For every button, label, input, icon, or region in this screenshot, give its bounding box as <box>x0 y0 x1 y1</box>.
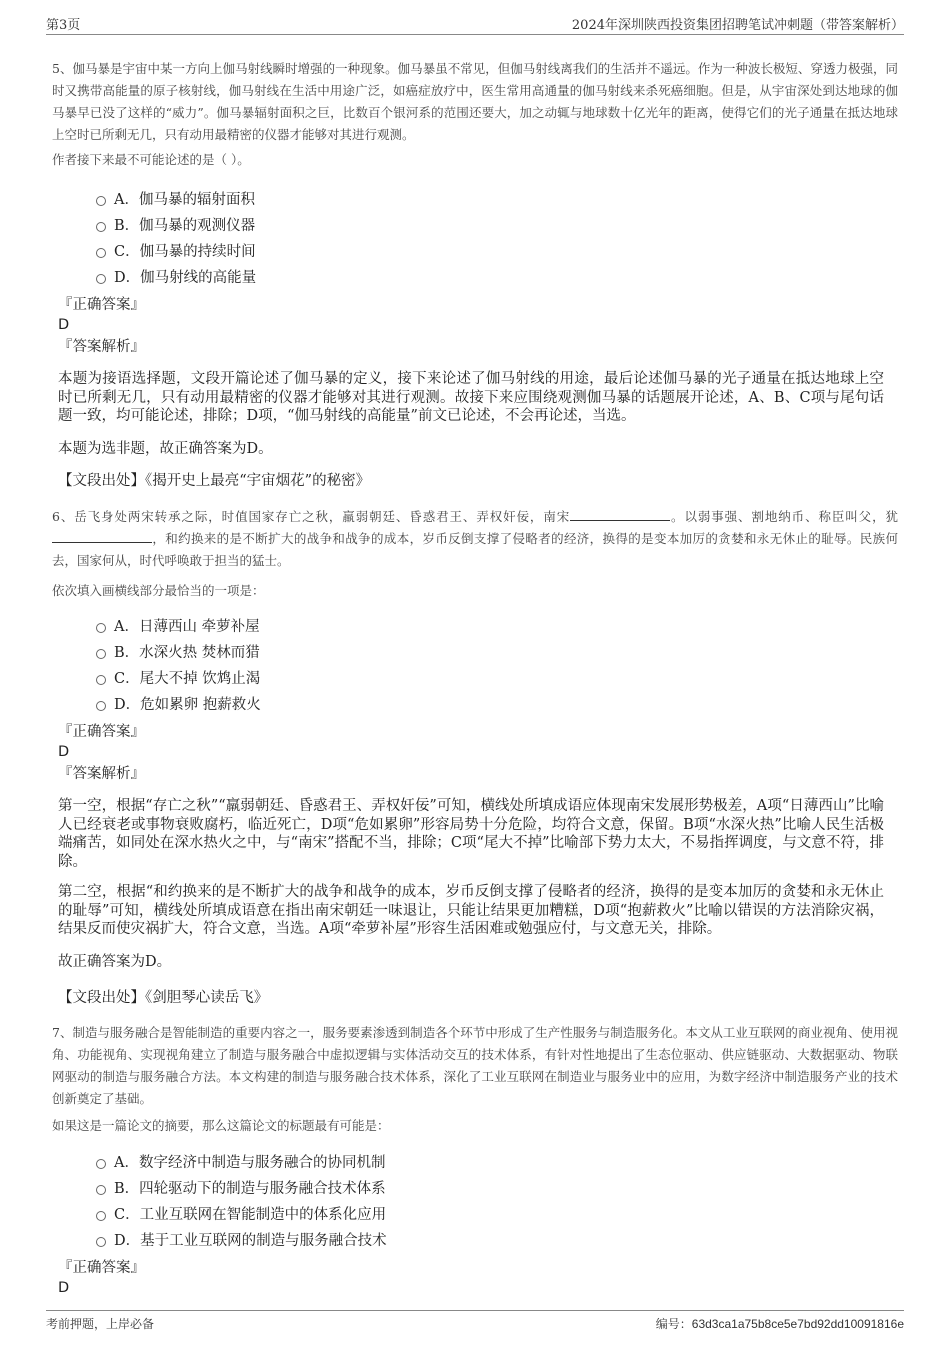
correct-answer: D <box>58 1280 70 1296</box>
question-stem: 5、伽马暴是宇宙中某一方向上伽马射线瞬时增强的一种现象。伽马暴虽不常见，但伽马射线离我们的生活并不遥远。作为一种波长极短、穿透力极强，同时又携带高能量的原子核射线，伽马射线在生活中用途广泛，如癌症放疗中，医生常用高通量的伽马射线来杀死癌细胞。但是，从宇宙深处到达地球的伽马暴早已没了这样的“威力”。伽马暴辐射面积之巨，比数百个银河系的范围还要大，加之动辄与地球数十亿光年的距离，使得它们的光子通量在抵达地球上空时已所剩无几，只有动用最精密的仪器才能够对其进行观测。 <box>52 61 898 142</box>
analysis-paragraph: 本题为接语选择题，文段开篇论述了伽马暴的定义，接下来论述了伽马射线的用途，最后论述伽马暴的光子通量在抵达地球上空时已所剩无几，只有动用最精密的仪器才能够对其进行观测。故接下来应围绕观测伽马暴的话题展开论述，A、B、C项与尾句话题一致，均可能论述，排除；D项，“伽马射线的高能量”前文已论述，不会再论述，当选。 <box>58 371 884 424</box>
analysis-paragraph: 故正确答案为D。 <box>58 953 172 970</box>
question-6-prompt <box>52 581 898 599</box>
correct-answer: D <box>58 317 70 333</box>
option-c[interactable]: C．工业互联网在智能制造中的体系化应用 <box>52 1202 898 1228</box>
correct-answer: D <box>58 744 70 760</box>
question-5-options <box>52 187 898 291</box>
option-d[interactable]: D．伽马射线的高能量 <box>52 265 898 291</box>
options-list <box>52 1150 898 1254</box>
radio-icon[interactable] <box>96 701 106 711</box>
option-b[interactable]: B．伽马暴的观测仪器 <box>52 213 898 239</box>
analysis-6 <box>52 797 898 971</box>
radio-icon[interactable] <box>96 675 106 685</box>
fill-blank <box>570 508 670 521</box>
radio-icon[interactable] <box>96 196 106 206</box>
page-number: 第3页 <box>46 18 81 33</box>
document-code <box>656 1315 904 1332</box>
footer-slogan: 考前押题，上岸必备 <box>46 1317 155 1331</box>
question-5 <box>52 58 898 146</box>
source-6 <box>52 988 898 1008</box>
question-prompt: 如果这是一篇论文的摘要，那么这篇论文的标题最有可能是： <box>52 1118 390 1133</box>
radio-icon[interactable] <box>96 1185 106 1195</box>
radio-icon[interactable] <box>96 222 106 232</box>
passage-source: 【文段出处】《揭开史上最亮“宇宙烟花”的秘密》 <box>58 473 371 489</box>
analysis-5 <box>52 370 898 458</box>
source-5 <box>52 471 898 491</box>
analysis-paragraph: 本题为选非题，故正确答案为D。 <box>58 440 273 457</box>
radio-icon[interactable] <box>96 1237 106 1247</box>
document-title: 2024年深圳陕西投资集团招聘笔试冲刺题（带答案解析） <box>571 18 904 33</box>
question-prompt: 作者接下来最不可能论述的是（ ）。 <box>52 152 250 167</box>
analysis-paragraph: 第一空，根据“存亡之秋”“羸弱朝廷、昏惑君王、弄权奸佞”可知，横线处所填成语应体现南宋发展形势极差，A项“日薄西山”比喻人已经衰老或事物衰败腐朽，临近死亡，D项“危如累卵”形容局势十分危险，均符合文意，保留。B项“水深火热”比喻人民生活极端痛苦，如同处在深水热火之中，与“南宋”搭配不当，排除；C项“尾大不掉”比喻部下势力太大，不易指挥调度，与文意不符，排除。 <box>58 798 884 870</box>
code-label: 编号： <box>655 1317 692 1331</box>
option-d[interactable]: D．危如累卵 抱薪救火 <box>52 692 898 718</box>
answer-block-5 <box>52 295 898 357</box>
answer-block-6 <box>52 722 898 784</box>
option-a[interactable]: A．日薄西山 牵萝补屋 <box>52 614 898 640</box>
page-footer <box>46 1310 904 1333</box>
radio-icon[interactable] <box>96 274 106 284</box>
question-5-prompt <box>52 150 898 168</box>
options-list <box>52 187 898 291</box>
question-7-options <box>52 1150 898 1254</box>
radio-icon[interactable] <box>96 623 106 633</box>
answer-label: 『正确答案』 <box>58 1260 145 1276</box>
option-c[interactable]: C．尾大不掉 饮鸩止渴 <box>52 666 898 692</box>
option-a[interactable]: A．伽马暴的辐射面积 <box>52 187 898 213</box>
page-header <box>46 14 904 35</box>
options-list <box>52 614 898 718</box>
radio-icon[interactable] <box>96 1211 106 1221</box>
answer-label: 『正确答案』 <box>58 724 145 740</box>
option-b[interactable]: B．四轮驱动下的制造与服务融合技术体系 <box>52 1176 898 1202</box>
option-d[interactable]: D．基于工业互联网的制造与服务融合技术 <box>52 1228 898 1254</box>
passage-source: 【文段出处】《剑胆琴心读岳飞》 <box>58 990 269 1006</box>
option-a[interactable]: A．数字经济中制造与服务融合的协同机制 <box>52 1150 898 1176</box>
radio-icon[interactable] <box>96 248 106 258</box>
radio-icon[interactable] <box>96 1159 106 1169</box>
question-6-options <box>52 614 898 718</box>
code-value: 63d3ca1a75b8ce5e7bd92dd10091816e <box>691 1317 904 1331</box>
option-b[interactable]: B．水深火热 焚林而猎 <box>52 640 898 666</box>
answer-block-7 <box>52 1258 898 1298</box>
question-6 <box>52 506 898 572</box>
question-7-prompt <box>52 1116 898 1134</box>
analysis-label: 『答案解析』 <box>58 766 145 782</box>
analysis-label: 『答案解析』 <box>58 339 145 355</box>
question-stem: 7、制造与服务融合是智能制造的重要内容之一，服务要素渗透到制造各个环节中形成了生产性服务与制造服务化。本文从工业互联网的商业视角、使用视角、功能视角、实现视角建立了制造与服务融合中虚拟逻辑与实体活动交互的技术体系，有针对性地提出了生态位驱动、供应链驱动、大数据驱动、物联网驱动的制造与服务融合方法。本文构建的制造与服务融合技术体系，深化了工业互联网在制造业与服务业中的应用，为数字经济中制造服务产业的技术创新奠定了基础。 <box>52 1025 898 1106</box>
answer-label: 『正确答案』 <box>58 297 145 313</box>
question-7 <box>52 1022 898 1110</box>
question-prompt: 依次填入画横线部分最恰当的一项是： <box>52 583 265 598</box>
option-c[interactable]: C．伽马暴的持续时间 <box>52 239 898 265</box>
fill-blank <box>52 530 152 543</box>
analysis-paragraph: 第二空，根据“和约换来的是不断扩大的战争和战争的成本，岁币反倒支撑了侵略者的经济，换得的是变本加厉的贪婪和永无休止的耻辱”可知，横线处所填成语意在指出南宋朝廷一味退让，只能让结果更加糟糕，D项“抱薪救火”比喻以错误的方法消除灾祸，结果反而使灾祸扩大，符合文意，当选。A项“牵萝补屋”形容生活困难或勉强应付，与文意无关，排除。 <box>58 884 884 937</box>
question-stem: 6、岳飞身处两宋转承之际，时值国家存亡之秋，羸弱朝廷、昏惑君王、弄权奸佞，南宋 。以弱事强、割地纳币、称臣叫父，犹，和约换来的是不断扩大的战争和战争的成本，岁币反倒支撑了侵略者的经济，换得的是变本加厉的贪婪和永无休止的耻辱。民族何去，国家何从，时代呼唤敢于担当的猛士。 <box>52 509 898 568</box>
radio-icon[interactable] <box>96 649 106 659</box>
